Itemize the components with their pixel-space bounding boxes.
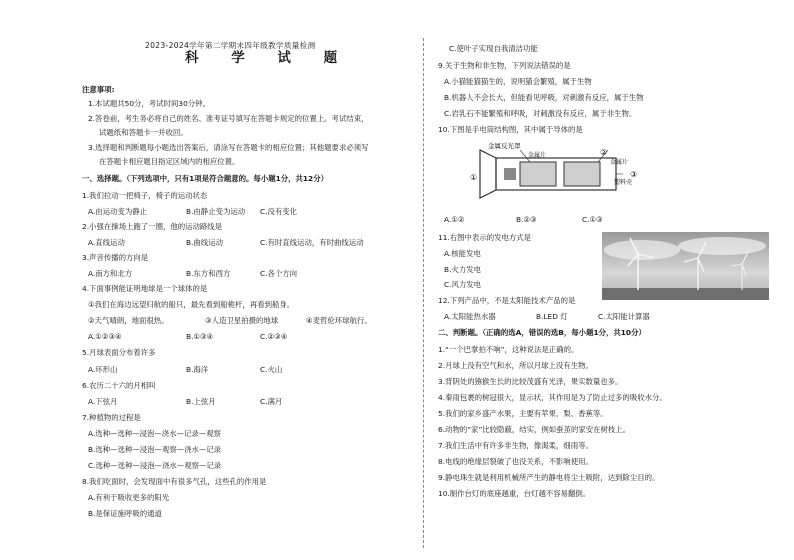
statement: ④麦哲伦环球航行。 (306, 316, 372, 325)
judge-item: 4.秦雨包裹的树冠很大，显示状，其作用是为了防止过多的吸收水分。 (438, 393, 667, 402)
option-b: B.是保证施呼吸的通道 (88, 509, 162, 518)
option-c: C.风力发电 (444, 280, 482, 289)
option-c: C.满月 (260, 397, 283, 406)
section2-heading: 二、判断题。（正确的选A，错误的选B，每小题1分，共10分） (438, 328, 646, 337)
label-1: ① (470, 173, 478, 182)
option-a: A.太阳能热水器 (444, 312, 496, 321)
label-metal-plate-2: 金属片 (610, 159, 629, 166)
question-stem: 12.下列产品中，不是太阳能技术产品的是 (438, 296, 576, 305)
option-a: A.核能发电 (444, 249, 481, 258)
bulb (504, 168, 516, 180)
label-reflector: 金属反光罩 (488, 142, 521, 150)
option-c: C.太阳能计算器 (598, 312, 650, 321)
judge-item: 3.背阴处的猕猴生长的比较茂盛有光泽，果实数量也多。 (438, 377, 623, 386)
statement: ③人造卫星拍摄的地球 (205, 316, 279, 325)
option-a: A.直线运动 (88, 238, 125, 247)
option-c: C.没有变化 (260, 207, 298, 216)
option-c: C.有时直线运动，有时曲线运动 (260, 238, 364, 247)
option-b: B.由静止变为运动 (186, 207, 246, 216)
judge-item: 9.静电珠生就是利用机械所产生的静电将尘土吸附，达到除尘目的。 (438, 473, 660, 482)
judge-item: 5.我们的家乡盛产水果，主要有苹果、梨、香蕉等。 (438, 409, 608, 418)
notice-heading: 注意事项: (82, 85, 115, 94)
notice-item: 试题纸和答题卡一并收回。 (99, 128, 188, 137)
option-b: B.上弦月 (186, 397, 216, 406)
option-b: B.机器人不会长大，但能看见呼吸，对刺激有反应，属于生物 (444, 93, 644, 102)
option-c: C.使叶子实现自我清洁功能 (449, 44, 538, 53)
question-stem: 7.种植物的过程是 (82, 413, 141, 422)
ground (602, 288, 769, 300)
statement: ②天气晴朗，地面很热。 (88, 316, 169, 325)
cloud (604, 240, 680, 260)
label-3: ③ (630, 170, 638, 179)
notice-item: 2.答卷前，考生务必将自己的姓名、准考证号填写在答题卡规定的位置上。考试结束， (88, 114, 369, 123)
question-stem: 11.右图中表示的发电方式是 (438, 233, 532, 242)
judge-item: 7.我们生活中有许多非生物，像渴柔，细雨等。 (438, 441, 593, 450)
option-c: C.选种—选种—浸泡—浇水—观察—记录 (88, 461, 222, 470)
option-a: A.选种—选种—浸泡—浇水—记录—观察 (88, 429, 221, 438)
judge-item: 8.电线的绝缘层裂破了也没关系，不影响使用。 (438, 457, 593, 466)
question-stem: 4.下面事例能证明地球是一个球体的是 (82, 284, 208, 293)
judge-item: 2.月球上没有空气和水，所以月球上没有生物。 (438, 361, 593, 370)
judge-item: 6.动物的“家”比较隐蔽，结实，例如蚕茧的家安在树枝上。 (438, 425, 631, 434)
question-stem: 3.声音传播的方向是 (82, 253, 149, 262)
reflector-shape (480, 150, 496, 198)
option-c: C.火山 (260, 365, 283, 374)
column-divider (423, 38, 424, 548)
option-a: A.环形山 (88, 365, 118, 374)
option-b: B.①③④ (186, 332, 214, 341)
option-c: C.②③④ (260, 332, 288, 341)
option-c: C.岩乳石不能繁殖和呼吸，对刺激没有反应，属于非生物。 (444, 109, 637, 118)
label-2: ② (600, 148, 608, 157)
option-b: B.海洋 (186, 365, 209, 374)
section1-heading: 一、选择题。（下列选项中，只有1项是符合题意的。每小题1分，共12分） (82, 174, 328, 183)
battery-2 (564, 162, 600, 186)
notice-item: 3.选择题和判断题每小题选出答案后，请涂写在答题卡的相应位置；其他题要求必须写 (88, 143, 369, 152)
judge-item: 10.制作台灯的底座越重，台灯越不容易翻倒。 (438, 489, 591, 498)
flashlight-diagram (468, 140, 643, 210)
battery-1 (520, 162, 556, 186)
option-c: C.①③ (582, 215, 603, 224)
option-b: B.曲线运动 (186, 238, 223, 247)
option-b: B.LED 灯 (536, 312, 568, 321)
statement: ①我们在海边远望归航的船只，最先看到船桅杆，再看到船身。 (88, 300, 295, 309)
page-title: 科 学 试 题 (185, 50, 352, 66)
option-b: B.东方和西方 (186, 269, 231, 278)
option-a: A.小猫能猫猫生的，说明猫会繁殖，属于生物 (444, 77, 592, 86)
question-stem: 9.关于生物和非生物，下列说法错误的是 (438, 61, 571, 70)
option-c: C.各个方向 (260, 269, 298, 278)
notice-item: 1.本试题共50分，考试时间30分钟。 (88, 99, 210, 108)
option-a: A.①② (444, 215, 465, 224)
option-a: A.由运动变为静止 (88, 207, 148, 216)
wind-farm-photo (602, 232, 769, 300)
option-a: A.①②③④ (88, 332, 122, 341)
label-plastic-shell: 塑料壳 (614, 179, 633, 186)
option-a: A.有利于吸收更多的阳光 (88, 493, 170, 502)
option-a: A.南方和北方 (88, 269, 133, 278)
question-stem: 1.我们拉动一把椅子，椅子的运动状态 (82, 191, 208, 200)
question-stem: 8.我们吃面时，会发现面中有很多气孔，这些孔的作用是 (82, 477, 267, 486)
notice-item: 在答题卡相应题目指定区域内的相应位置。 (99, 157, 240, 166)
exam-header: 2023-2024学年第二学期末四年级教学质量检测 (145, 41, 316, 50)
judge-item: 1.“一个巴掌拍不响”，这种说法是正确的。 (438, 345, 579, 354)
question-stem: 5.月球表面分布着许多 (82, 348, 156, 357)
option-b: B.火力发电 (444, 265, 481, 274)
question-stem: 2.小强在操场上跑了一圈，他的运动路线是 (82, 222, 223, 231)
label-metal-plate: 金属片 (528, 152, 547, 159)
question-stem: 10.下图是手电筒结构图，其中属于导体的是 (438, 125, 583, 134)
option-b: B.②③ (516, 215, 537, 224)
option-b: B.选种—选种—浸泡—观察—浇水—记录 (88, 445, 222, 454)
question-stem: 6.农历二十六的月相叫 (82, 381, 156, 390)
option-a: A.下弦月 (88, 397, 118, 406)
cloud (678, 237, 766, 255)
